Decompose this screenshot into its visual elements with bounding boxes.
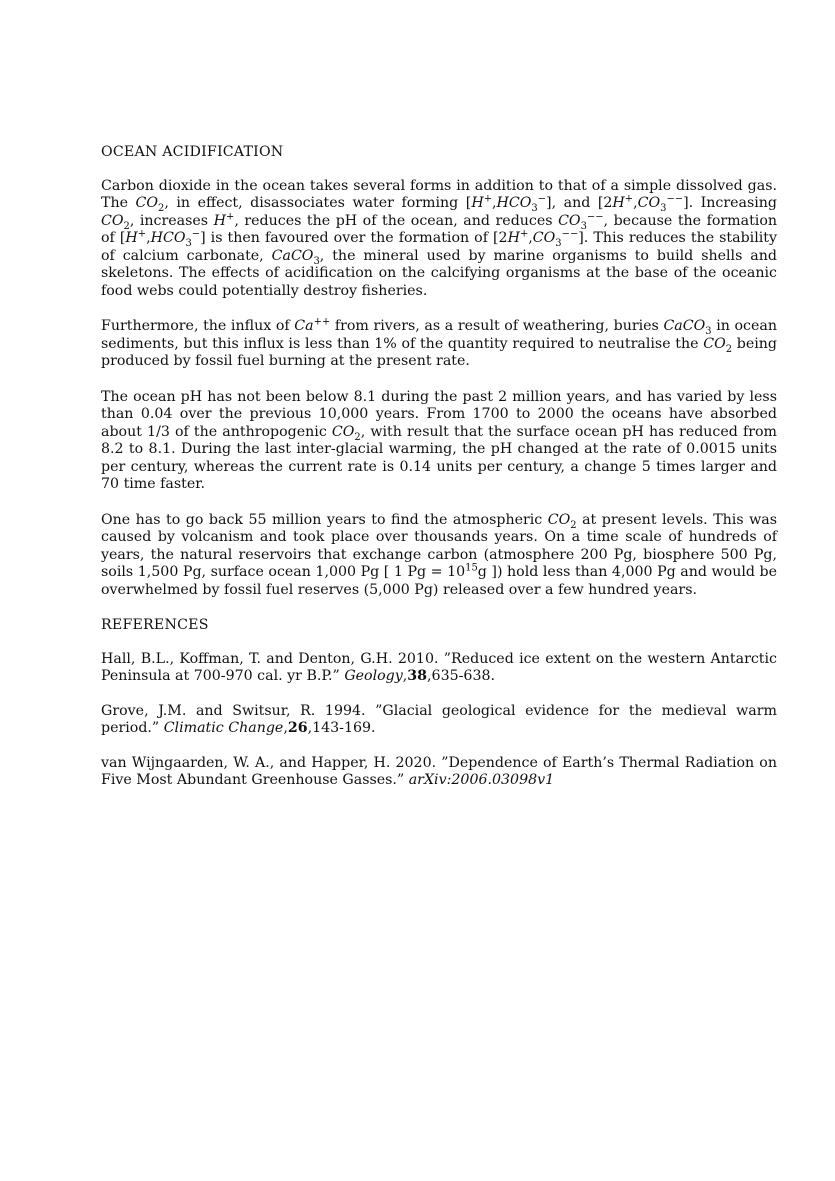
paragraph-ocean-ph: The ocean pH has not been below 8.1 during the past 2 million years, and has varied by less than 0.04 over the previous 10,000 years. From 1700 to 2000 the oceans have absorbed about 1/3 of the anthropogenic $CO_2$, with result that the surface ocean pH has reduced from 8.2 to 8.1. During the last inter-glacial warming, the pH changed at the rate of 0.0015 units per century, whereas the current rate is 0.14 units per century, a change 5 times larger and 70 time faster. — [101, 388, 778, 492]
document-page — [101, 144, 777, 807]
references-title: REFERENCES — [101, 617, 209, 633]
section-title: OCEAN ACIDIFICATION — [101, 144, 284, 160]
reference-grove: Grove, J.M. and Switsur, R. 1994. ”Glacial geological evidence for the medieval warm period.” Climatic Change,26,143-169. — [101, 702, 777, 736]
reference-hall: Hall, B.L., Koffman, T. and Denton, G.H. 2010. ”Reduced ice extent on the western Antarctic Peninsula at 700-970 cal. yr B.P.” Geology,38,635-638. — [101, 650, 777, 684]
reference-van-wijngaarden: van Wijngaarden, W. A., and Happer, H. 2020. ”Dependence of Earth’s Thermal Radiation on Five Most Abundant Greenhouse Gasses.” arXiv:2006.03098v1 — [101, 754, 777, 788]
paragraph-carbon-forms: Carbon dioxide in the ocean takes several forms in addition to that of a simple dissolved gas. The $CO_2$, in effect, disassociates water forming $[H^+,HCO_3^-]$, and $[2H^+,CO_3^{--}]$. Increasing $CO_2$, increases H+, reduces the pH of the ocean, and reduces $CO_3^{--}$, because the formation of $[H^+,HCO_3^-]$ is then favoured over the formation of $[2H^+,CO_3^{--}]$. This reduces the stability of calcium carbonate, CaCO$_3$, the mineral used by marine organisms to build shells and skeletons. The effects of acidification on the calcifying organisms at the base of the oceanic food webs could potentially destroy fisheries. — [101, 177, 778, 299]
paragraph-history: One has to go back 55 million years to find the atmospheric $CO_2$ at present levels. This was caused by volcanism and took place over thousands years. On a time scale of hundreds of years, the natural reservoirs that exchange carbon (atmosphere 200 Pg, biosphere 500 Pg, soils 1,500 Pg, surface ocean 1,000 Pg [ 1 $Pg = 10^{15}g$ ]) hold less than 4,000 Pg and would be overwhelmed by fossil fuel reserves (5,000 Pg) released over a few hundred years. — [101, 511, 777, 598]
paragraph-influx: Furthermore, the influx of Ca++ from rivers, as a result of weathering, buries CaCO$_3$ in ocean sediments, but this influx is less than 1% of the quantity required to neutralise the $CO_2$ being produced by fossil fuel burning at the present rate. — [101, 316, 777, 369]
